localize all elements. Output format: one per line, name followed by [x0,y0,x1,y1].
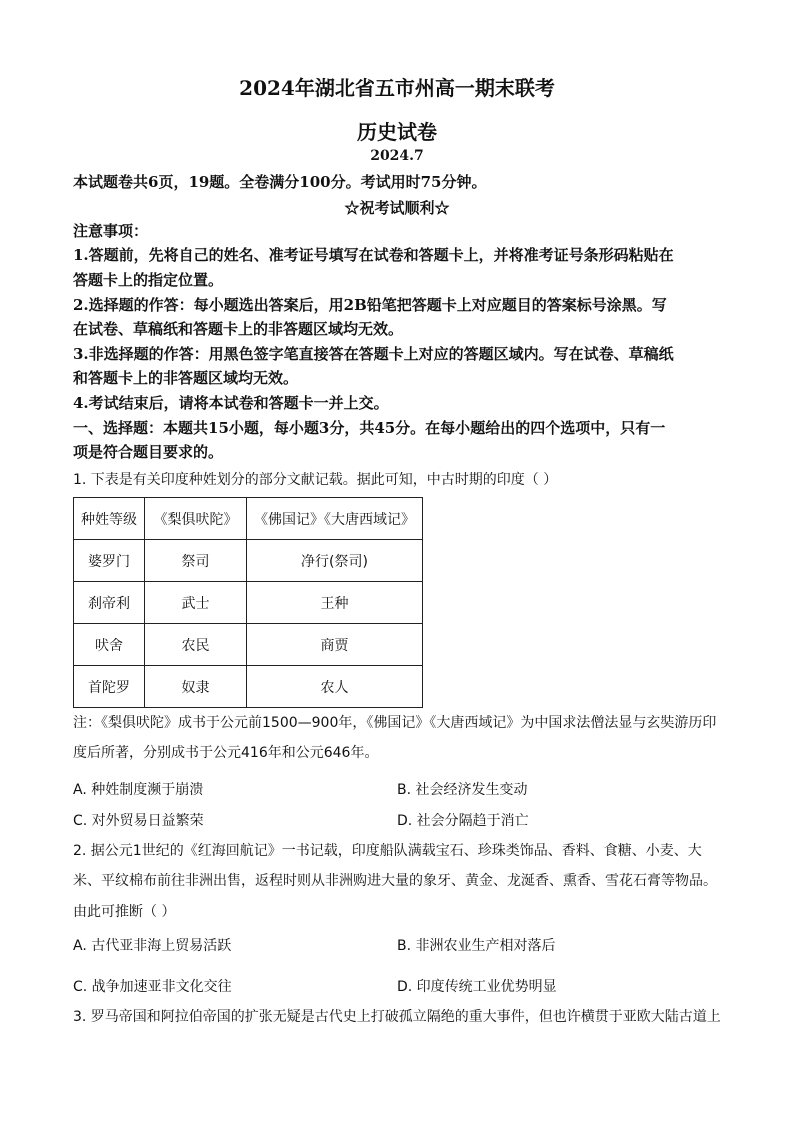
q2-option-b: B. 非洲农业生产相对落后 [397,938,556,954]
q2-option-c: C. 战争加速亚非文化交往 [73,979,232,995]
table-cell: 净行(祭司) [247,540,423,582]
q2-option-a: A. 古代亚非海上贸易活跃 [73,938,232,954]
table-cell: 农人 [247,666,423,708]
question-3-line-1: 3. 罗马帝国和阿拉伯帝国的扩张无疑是古代史上打破孤立隔绝的重大事件，但也许横贯于亚欧大陆古道上 [73,1009,721,1025]
table-cell: 武士 [145,582,247,624]
question-2-line-1: 2. 据公元1世纪的《红海回航记》一书记载，印度船队满载宝石、珍珠类饰品、香料、食糖、小麦、大 [73,843,702,859]
blessing: ☆祝考试顺利☆ [344,199,450,217]
note-2-line-2: 在试卷、草稿纸和答题卡上的非答题区域均无效。 [73,320,404,338]
table-cell: 首陀罗 [74,666,145,708]
exam-date: 2024.7 [370,148,424,164]
table-cell: 商贾 [247,624,423,666]
note-1-line-1: 1.答题前，先将自己的姓名、准考证号填写在试卷和答题卡上，并将准考证号条形码粘贴在 [73,246,674,264]
caste-table [73,497,423,708]
q1-option-c: C. 对外贸易日益繁荣 [73,813,204,829]
q2-option-d: D. 印度传统工业优势明显 [397,979,557,995]
table-row [74,582,423,624]
table-cell: 婆罗门 [74,540,145,582]
table-cell: 王种 [247,582,423,624]
table-header-cell: 《佛国记》《大唐西域记》 [247,498,423,540]
note-3-line-1: 3.非选择题的作答：用黑色签字笔直接答在答题卡上对应的答题区域内。写在试卷、草稿纸 [73,345,674,363]
note-1-line-2: 答题卡上的指定位置。 [73,271,224,289]
question-1-note-line-1: 注：《梨俱吠陀》成书于公元前1500—900年，《佛国记》《大唐西域记》为中国求法僧法显与玄奘游历印 [73,715,717,731]
note-2-line-1: 2.选择题的作答：每小题选出答案后，用2B铅笔把答题卡上对应题目的答案标号涂黑。写 [73,296,667,314]
table-header-cell: 种姓等级 [74,498,145,540]
table-cell: 吠舍 [74,624,145,666]
question-2-line-3: 由此可推断（ ） [73,904,176,920]
section-1-line-1: 一、选择题：本题共15小题，每小题3分，共45分。在每小题给出的四个选项中，只有一 [73,419,666,437]
question-1-note-line-2: 度后所著，分别成书于公元416年和公元646年。 [73,745,379,761]
table-cell: 刹帝利 [74,582,145,624]
q1-option-a: A. 种姓制度濒于崩溃 [73,782,204,798]
exam-info: 本试题卷共6页，19题。全卷满分100分。考试用时75分钟。 [73,173,487,191]
q1-option-d: D. 社会分隔趋于消亡 [397,813,529,829]
table-cell: 农民 [145,624,247,666]
table-header-row [74,498,423,540]
table-row [74,540,423,582]
table-cell: 奴隶 [145,666,247,708]
question-2-line-2: 米、平纹棉布前往非洲出售，返程时则从非洲购进大量的象牙、黄金、龙涎香、熏香、雪花石膏等物品。 [73,873,717,889]
table-row [74,624,423,666]
question-1-stem: 1. 下表是有关印度种姓划分的部分文献记载。据此可知，中古时期的印度（ ） [73,472,558,488]
table-row [74,666,423,708]
note-3-line-2: 和答题卡上的非答题区域均无效。 [73,369,299,387]
note-4: 4.考试结束后，请将本试卷和答题卡一并上交。 [73,394,389,412]
q1-option-b: B. 社会经济发生变动 [397,782,528,798]
section-1-line-2: 项是符合题目要求的。 [73,443,224,461]
table-cell: 祭司 [145,540,247,582]
table-header-cell: 《梨俱吠陀》 [145,498,247,540]
exam-subject: 历史试卷 [357,120,437,144]
exam-title: 2024年湖北省五市州高一期末联考 [239,76,555,100]
notes-heading: 注意事项： [73,222,149,240]
